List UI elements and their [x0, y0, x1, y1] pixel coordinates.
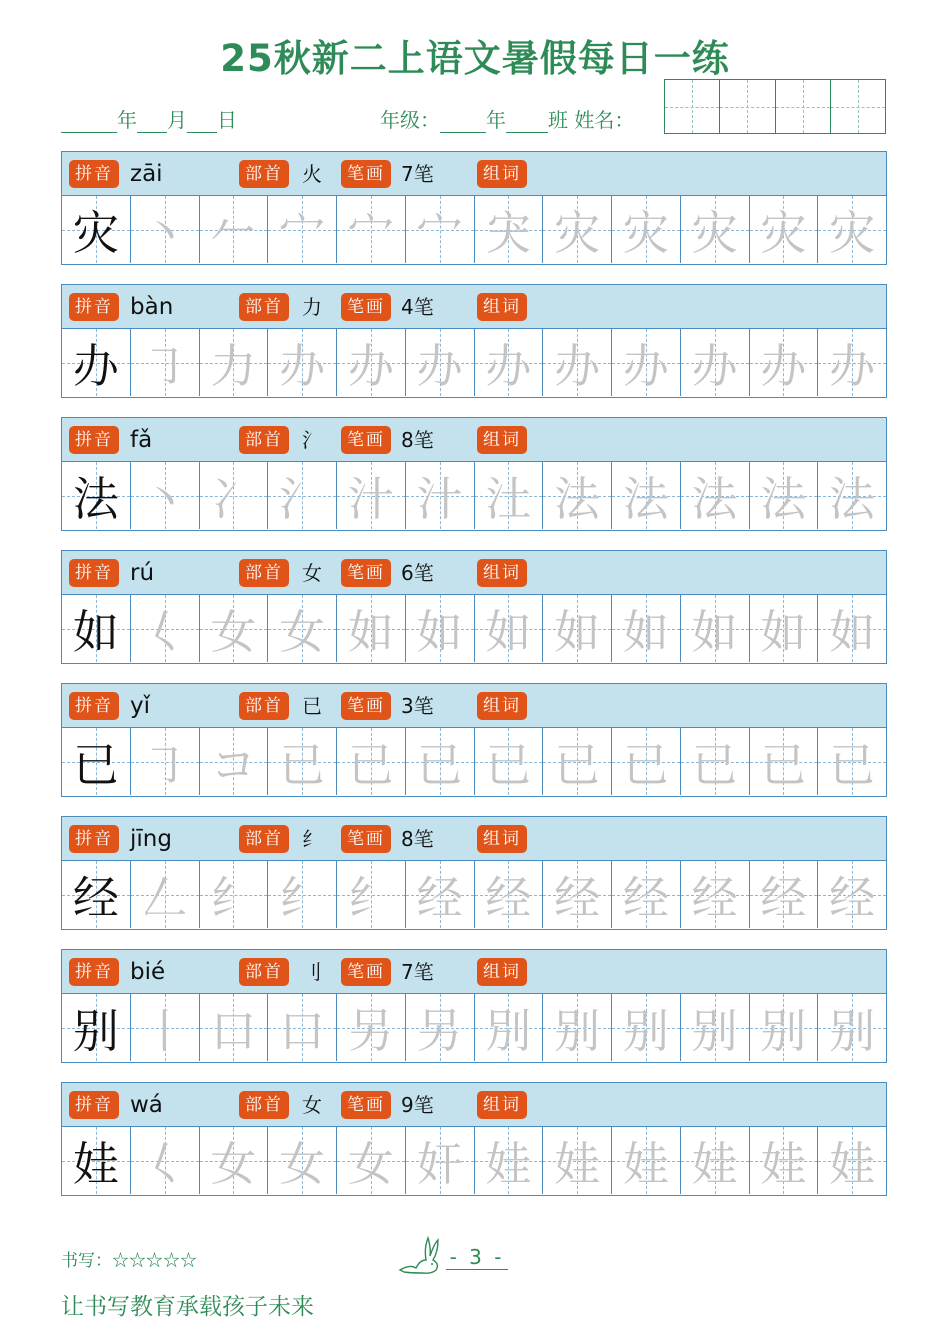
stroke-step: 灾	[554, 205, 601, 260]
trace-cell[interactable]	[818, 861, 886, 928]
model-character: 已	[72, 737, 119, 792]
score-label: 书写：☆☆☆☆☆	[61, 1251, 197, 1271]
stroke-step: 纟	[279, 870, 326, 925]
words-badge[interactable]: 组词	[477, 958, 527, 986]
words-badge[interactable]: 组词	[477, 825, 527, 853]
model-cell	[62, 728, 131, 795]
trace-cell[interactable]	[475, 994, 544, 1061]
stroke-step: 女	[210, 1136, 257, 1191]
trace-cell[interactable]	[475, 329, 544, 396]
strokes-value: 7笔	[401, 960, 434, 984]
trace-cell[interactable]	[200, 196, 269, 263]
trace-cell[interactable]	[337, 462, 406, 529]
pinyin-value: yǐ	[130, 693, 151, 719]
row-header	[62, 152, 886, 196]
trace-cell[interactable]	[750, 994, 819, 1061]
model-cell	[62, 595, 131, 662]
writing-grid	[62, 861, 886, 928]
trace-cell[interactable]	[131, 994, 200, 1061]
stroke-step: 已	[760, 737, 807, 792]
row-header	[62, 418, 886, 462]
trace-cell[interactable]	[268, 196, 337, 263]
trace-cell[interactable]	[268, 728, 337, 795]
stroke-step: コ	[210, 737, 257, 792]
stroke-step: ㇆	[141, 338, 188, 393]
name-box[interactable]	[665, 80, 720, 133]
stroke-step: 灾	[622, 205, 669, 260]
trace-cell[interactable]	[131, 196, 200, 263]
stroke-step: 经	[760, 870, 807, 925]
stroke-step: 宀	[279, 205, 326, 260]
trace-cell[interactable]	[337, 994, 406, 1061]
page-title: 25秋新二上语文暑假每日一练	[220, 37, 730, 80]
stroke-step: 已	[554, 737, 601, 792]
slogan: 让书写教育承载孩子未来	[61, 1294, 314, 1320]
stroke-step: 氵	[279, 471, 326, 526]
strokes-value: 7笔	[401, 162, 434, 186]
stroke-step: 别	[622, 1003, 669, 1058]
model-character: 灾	[72, 205, 119, 260]
strokes-value: 6笔	[401, 561, 434, 585]
trace-cell[interactable]	[200, 861, 269, 928]
stroke-step: 别	[691, 1003, 738, 1058]
pinyin-badge: 拼音	[69, 426, 119, 454]
pinyin-value: fǎ	[130, 427, 153, 453]
stroke-step: 法	[829, 471, 876, 526]
stroke-step: 纟	[347, 870, 394, 925]
stroke-step: 办	[691, 338, 738, 393]
year-label: 年	[117, 108, 137, 132]
strokes-value: 3笔	[401, 694, 434, 718]
model-cell	[62, 196, 131, 263]
radical-value: 纟	[302, 827, 322, 851]
trace-cell[interactable]	[750, 595, 819, 662]
stroke-step: 如	[416, 604, 463, 659]
trace-cell[interactable]	[543, 1127, 612, 1194]
day-blank[interactable]	[187, 112, 217, 133]
radical-value: 力	[302, 295, 322, 319]
stroke-step: 灾	[829, 205, 876, 260]
model-cell	[62, 329, 131, 396]
model-character: 娃	[72, 1136, 119, 1191]
stroke-step: 纟	[210, 870, 257, 925]
stroke-step: 女	[210, 604, 257, 659]
trace-cell[interactable]	[750, 329, 819, 396]
trace-cell[interactable]	[131, 595, 200, 662]
model-character: 别	[72, 1003, 119, 1058]
trace-cell[interactable]	[406, 728, 475, 795]
stroke-step: 已	[485, 737, 532, 792]
trace-cell[interactable]	[406, 994, 475, 1061]
stroke-step: 别	[760, 1003, 807, 1058]
practice-row	[61, 816, 887, 930]
stroke-step: 经	[554, 870, 601, 925]
month-label: 月	[167, 108, 187, 132]
pinyin-value: bié	[130, 959, 166, 985]
stroke-step: 办	[829, 338, 876, 393]
stroke-step: 別	[485, 1003, 532, 1058]
trace-cell[interactable]	[750, 462, 819, 529]
stroke-step: 办	[416, 338, 463, 393]
stroke-step: 另	[416, 1003, 463, 1058]
radical-badge: 部首	[239, 825, 289, 853]
stroke-step: 如	[691, 604, 738, 659]
trace-cell[interactable]	[406, 861, 475, 928]
row-header	[62, 684, 886, 728]
trace-cell[interactable]	[543, 329, 612, 396]
stroke-step: 经	[485, 870, 532, 925]
stroke-step: 办	[622, 338, 669, 393]
trace-cell[interactable]	[475, 462, 544, 529]
pinyin-badge: 拼音	[69, 160, 119, 188]
trace-cell[interactable]	[612, 462, 681, 529]
words-badge[interactable]: 组词	[477, 559, 527, 587]
stroke-step: 𡿨	[141, 1136, 188, 1191]
trace-cell[interactable]	[475, 861, 544, 928]
strokes-badge: 笔画	[341, 559, 391, 587]
trace-cell[interactable]	[268, 861, 337, 928]
stroke-step: 如	[829, 604, 876, 659]
radical-badge: 部首	[239, 160, 289, 188]
trace-cell[interactable]	[818, 462, 886, 529]
stroke-step: 宀	[347, 205, 394, 260]
stroke-step: 办	[554, 338, 601, 393]
writing-grid	[62, 462, 886, 529]
stroke-step: 女	[279, 1136, 326, 1191]
stroke-step: 宀	[416, 205, 463, 260]
pinyin-badge: 拼音	[69, 293, 119, 321]
name-box[interactable]	[776, 80, 831, 133]
trace-cell[interactable]	[543, 861, 612, 928]
practice-row	[61, 683, 887, 797]
trace-cell[interactable]	[337, 1127, 406, 1194]
trace-cell[interactable]	[818, 994, 886, 1061]
stroke-step: 娃	[760, 1136, 807, 1191]
trace-cell[interactable]	[681, 595, 750, 662]
strokes-badge: 笔画	[341, 293, 391, 321]
pinyin-value: jīng	[130, 826, 172, 852]
trace-cell[interactable]	[681, 329, 750, 396]
model-character: 办	[72, 338, 119, 393]
trace-cell[interactable]	[475, 1127, 544, 1194]
trace-cell[interactable]	[818, 329, 886, 396]
trace-cell[interactable]	[337, 861, 406, 928]
stroke-step: 𠂉	[210, 205, 257, 260]
name-boxes[interactable]	[664, 79, 886, 134]
stroke-step: 已	[691, 737, 738, 792]
pinyin-badge: 拼音	[69, 559, 119, 587]
radical-badge: 部首	[239, 426, 289, 454]
trace-cell[interactable]	[543, 462, 612, 529]
stroke-step: 法	[691, 471, 738, 526]
trace-cell[interactable]	[543, 196, 612, 263]
month-blank[interactable]	[137, 112, 167, 133]
name-box[interactable]	[831, 80, 885, 133]
stroke-step: 灾	[760, 205, 807, 260]
practice-row	[61, 949, 887, 1063]
words-badge[interactable]: 组词	[477, 1091, 527, 1119]
trace-cell[interactable]	[268, 329, 337, 396]
stroke-step: 法	[622, 471, 669, 526]
pinyin-value: rú	[130, 560, 155, 586]
writing-grid	[62, 1127, 886, 1194]
class-blank[interactable]	[506, 112, 548, 133]
radical-value: 刂	[302, 960, 322, 984]
writing-grid	[62, 196, 886, 263]
trace-cell[interactable]	[131, 462, 200, 529]
writing-grid	[62, 728, 886, 795]
class-label: 班	[548, 108, 568, 132]
trace-cell[interactable]	[681, 462, 750, 529]
stroke-step: 如	[347, 604, 394, 659]
page-number: - 3 -	[446, 1245, 508, 1270]
pinyin-badge: 拼音	[69, 958, 119, 986]
stroke-step: 奸	[416, 1136, 463, 1191]
trace-cell[interactable]	[200, 994, 269, 1061]
row-header	[62, 950, 886, 994]
trace-cell[interactable]	[406, 462, 475, 529]
stroke-step: 娃	[691, 1136, 738, 1191]
grade-label: 年级：	[380, 108, 440, 132]
radical-value: 女	[302, 1093, 322, 1117]
radical-value: 女	[302, 561, 322, 585]
stroke-step: 丶	[141, 205, 188, 260]
stroke-step: 女	[279, 604, 326, 659]
trace-cell[interactable]	[337, 196, 406, 263]
stroke-step: 如	[485, 604, 532, 659]
stroke-step: 口	[210, 1003, 257, 1058]
strokes-value: 9笔	[401, 1093, 434, 1117]
stroke-step: 办	[279, 338, 326, 393]
model-cell	[62, 994, 131, 1061]
trace-cell[interactable]	[543, 994, 612, 1061]
stroke-step: 经	[691, 870, 738, 925]
trace-cell[interactable]	[131, 329, 200, 396]
stroke-step: 𡿨	[141, 604, 188, 659]
row-header	[62, 1083, 886, 1127]
trace-cell[interactable]	[131, 861, 200, 928]
stroke-step: 别	[829, 1003, 876, 1058]
trace-cell[interactable]	[818, 196, 886, 263]
trace-cell[interactable]	[131, 1127, 200, 1194]
model-cell	[62, 861, 131, 928]
stroke-step: 宊	[485, 205, 532, 260]
radical-badge: 部首	[239, 958, 289, 986]
trace-cell[interactable]	[543, 595, 612, 662]
model-cell	[62, 462, 131, 529]
stroke-step: 汁	[416, 471, 463, 526]
trace-cell[interactable]	[681, 728, 750, 795]
pinyin-value: wá	[130, 1092, 163, 1118]
trace-cell[interactable]	[750, 196, 819, 263]
row-header	[62, 285, 886, 329]
stroke-step: 经	[622, 870, 669, 925]
stroke-step: 娃	[554, 1136, 601, 1191]
trace-cell[interactable]	[543, 728, 612, 795]
writing-grid	[62, 994, 886, 1061]
stroke-step: 经	[829, 870, 876, 925]
stroke-step: 如	[554, 604, 601, 659]
trace-cell[interactable]	[681, 1127, 750, 1194]
radical-badge: 部首	[239, 692, 289, 720]
trace-cell[interactable]	[612, 595, 681, 662]
date-line	[61, 104, 237, 136]
stroke-step: 冫	[210, 471, 257, 526]
trace-cell[interactable]	[681, 994, 750, 1061]
stroke-step: 办	[760, 338, 807, 393]
trace-cell[interactable]	[750, 1127, 819, 1194]
stroke-step: 女	[347, 1136, 394, 1191]
grade-blank[interactable]	[440, 112, 486, 133]
trace-cell[interactable]	[818, 1127, 886, 1194]
stroke-step: 如	[760, 604, 807, 659]
trace-cell[interactable]	[406, 329, 475, 396]
model-character: 经	[72, 870, 119, 925]
stroke-step: 口	[279, 1003, 326, 1058]
name-label: 姓名：	[574, 108, 635, 132]
trace-cell[interactable]	[200, 462, 269, 529]
stroke-step: 已	[622, 737, 669, 792]
trace-cell[interactable]	[406, 595, 475, 662]
row-header	[62, 817, 886, 861]
writing-grid	[62, 595, 886, 662]
trace-cell[interactable]	[200, 1127, 269, 1194]
trace-cell[interactable]	[612, 196, 681, 263]
strokes-badge: 笔画	[341, 958, 391, 986]
day-label: 日	[217, 108, 237, 132]
stroke-step: 已	[416, 737, 463, 792]
trace-cell[interactable]	[612, 728, 681, 795]
stroke-step: 已	[347, 737, 394, 792]
model-character: 法	[72, 471, 119, 526]
stroke-step: 力	[210, 338, 257, 393]
trace-cell[interactable]	[750, 728, 819, 795]
radical-value: 火	[302, 162, 322, 186]
trace-cell[interactable]	[406, 196, 475, 263]
row-header	[62, 551, 886, 595]
strokes-value: 4笔	[401, 295, 434, 319]
pinyin-badge: 拼音	[69, 692, 119, 720]
trace-cell[interactable]	[200, 595, 269, 662]
stroke-step: ㇆	[141, 737, 188, 792]
trace-cell[interactable]	[818, 728, 886, 795]
model-character: 如	[72, 604, 119, 659]
stroke-step: 𠃋	[141, 870, 188, 925]
stroke-step: 已	[279, 737, 326, 792]
stroke-step: 娃	[829, 1136, 876, 1191]
strokes-badge: 笔画	[341, 1091, 391, 1119]
trace-cell[interactable]	[612, 861, 681, 928]
trace-cell[interactable]	[612, 994, 681, 1061]
trace-cell[interactable]	[268, 462, 337, 529]
student-line	[380, 104, 634, 136]
strokes-badge: 笔画	[341, 825, 391, 853]
stroke-step: 办	[347, 338, 394, 393]
radical-badge: 部首	[239, 1091, 289, 1119]
trace-cell[interactable]	[406, 1127, 475, 1194]
words-badge[interactable]: 组词	[477, 426, 527, 454]
trace-cell[interactable]	[337, 329, 406, 396]
strokes-badge: 笔画	[341, 692, 391, 720]
words-badge[interactable]: 组词	[477, 293, 527, 321]
trace-cell[interactable]	[750, 861, 819, 928]
radical-value: 已	[302, 694, 322, 718]
trace-cell[interactable]	[337, 595, 406, 662]
stroke-step: 另	[347, 1003, 394, 1058]
pinyin-badge: 拼音	[69, 1091, 119, 1119]
stroke-step: 丶	[141, 471, 188, 526]
radical-badge: 部首	[239, 559, 289, 587]
pinyin-badge: 拼音	[69, 825, 119, 853]
stroke-step: 办	[485, 338, 532, 393]
trace-cell[interactable]	[268, 994, 337, 1061]
stroke-step: 如	[622, 604, 669, 659]
year-blank[interactable]	[61, 112, 117, 133]
practice-row	[61, 550, 887, 664]
practice-row	[61, 1082, 887, 1196]
stroke-step: 娃	[485, 1136, 532, 1191]
practice-row	[61, 151, 887, 265]
trace-cell[interactable]	[475, 728, 544, 795]
stroke-step: 别	[554, 1003, 601, 1058]
stroke-step: 已	[829, 737, 876, 792]
pinyin-value: bàn	[130, 294, 174, 320]
trace-cell[interactable]	[268, 1127, 337, 1194]
trace-cell[interactable]	[475, 196, 544, 263]
trace-cell[interactable]	[612, 1127, 681, 1194]
words-badge[interactable]: 组词	[477, 692, 527, 720]
writing-grid	[62, 329, 886, 396]
stroke-step: 经	[416, 870, 463, 925]
strokes-value: 8笔	[401, 827, 434, 851]
practice-row	[61, 284, 887, 398]
grade-year-label: 年	[486, 108, 506, 132]
trace-cell[interactable]	[818, 595, 886, 662]
name-box[interactable]	[720, 80, 775, 133]
stroke-step: 汁	[347, 471, 394, 526]
strokes-value: 8笔	[401, 428, 434, 452]
strokes-badge: 笔画	[341, 160, 391, 188]
trace-cell[interactable]	[475, 595, 544, 662]
trace-cell[interactable]	[200, 329, 269, 396]
stroke-step: 娃	[622, 1136, 669, 1191]
stroke-step: 法	[760, 471, 807, 526]
trace-cell[interactable]	[681, 861, 750, 928]
strokes-badge: 笔画	[341, 426, 391, 454]
radical-badge: 部首	[239, 293, 289, 321]
stroke-step: 汢	[485, 471, 532, 526]
trace-cell[interactable]	[268, 595, 337, 662]
stroke-step: 丨	[141, 1003, 188, 1058]
radical-value: 氵	[302, 428, 322, 452]
pinyin-value: zāi	[130, 161, 163, 187]
words-badge[interactable]: 组词	[477, 160, 527, 188]
model-cell	[62, 1127, 131, 1194]
trace-cell[interactable]	[612, 329, 681, 396]
stroke-step: 灾	[691, 205, 738, 260]
trace-cell[interactable]	[337, 728, 406, 795]
rabbit-icon	[396, 1230, 446, 1276]
practice-row	[61, 417, 887, 531]
trace-cell[interactable]	[200, 728, 269, 795]
trace-cell[interactable]	[131, 728, 200, 795]
stroke-step: 法	[554, 471, 601, 526]
trace-cell[interactable]	[681, 196, 750, 263]
